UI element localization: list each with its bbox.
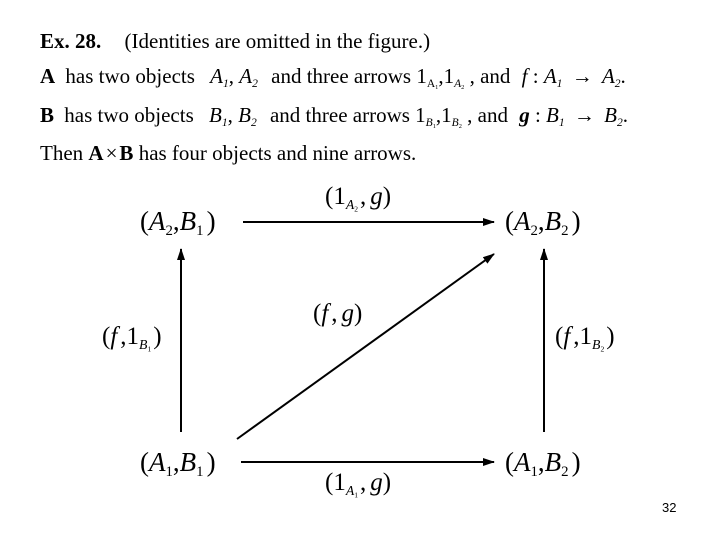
period: . [622, 103, 629, 127]
node-a1-b2: ($A_1,B_2$ ) [505, 447, 581, 481]
period: . [620, 64, 626, 88]
label-bottom-arrow: ($1_{A_1}$, g) [325, 469, 392, 500]
identity-a1: $1_{A_1}$ [416, 64, 439, 92]
text: has two objects [64, 103, 194, 127]
object-a1: $A_1$ [210, 64, 229, 91]
arrow-g: g [519, 103, 530, 127]
node-a2-b1: ($A_2,B_1$ ) [140, 206, 216, 240]
text: , and [467, 103, 508, 127]
identity-b1: $1_{B_1}$ [415, 103, 436, 131]
object-b2: $B_2$ [238, 103, 257, 130]
object-b1: $B_1$ [209, 103, 228, 130]
identity-b2: $1_{B_2}$ [441, 103, 462, 131]
comma: , [228, 64, 235, 88]
example-label: Ex. 28. [40, 29, 102, 53]
domain-b1: $B_1$ [546, 103, 565, 130]
identity-a2: $1_{A_2}$ [443, 64, 465, 92]
arrow-f: f [521, 64, 528, 88]
domain-a1: $A_1$ [543, 64, 563, 91]
right-arrow-icon: → [571, 64, 593, 88]
object-a2: $A_2$ [239, 64, 258, 91]
text: has two objects [65, 64, 195, 88]
comma: , [227, 103, 233, 127]
node-a1-b1: ($A_1,B_1$ ) [140, 447, 216, 481]
arrow-diagonal [237, 254, 494, 439]
label-left-arrow: (f $,1_{B_1}$) [102, 323, 162, 354]
right-arrow-icon: → [573, 103, 595, 127]
page-number: 32 [662, 500, 677, 515]
category-b-symbol: B [40, 103, 55, 127]
text: Then [40, 141, 84, 165]
times-symbol: × [105, 141, 118, 165]
node-a2-b2: ($A_2,B_2$ ) [505, 206, 581, 240]
category-b-symbol: B [119, 141, 134, 165]
text: has four objects and nine arrows. [138, 141, 417, 165]
text: and three arrows [269, 103, 410, 127]
text: and three arrows [271, 64, 412, 88]
comma: , [435, 103, 442, 127]
text: , and [469, 64, 511, 88]
colon: : [532, 64, 539, 88]
codomain-b2: $B_2$ [604, 103, 623, 130]
label-right-arrow: (f $,1_{B_2}$) [555, 323, 615, 354]
comma: , [438, 64, 444, 88]
codomain-a2: $A_2$ [601, 64, 621, 91]
example-note: (Identities are omitted in the figure.) [124, 29, 431, 53]
category-a-symbol: A [40, 64, 56, 88]
colon: : [534, 103, 541, 127]
label-top-arrow: ($1_{A_2}$, g) [325, 183, 392, 214]
label-diagonal-arrow: (f , g) [313, 300, 363, 327]
category-a-symbol: A [88, 141, 104, 165]
